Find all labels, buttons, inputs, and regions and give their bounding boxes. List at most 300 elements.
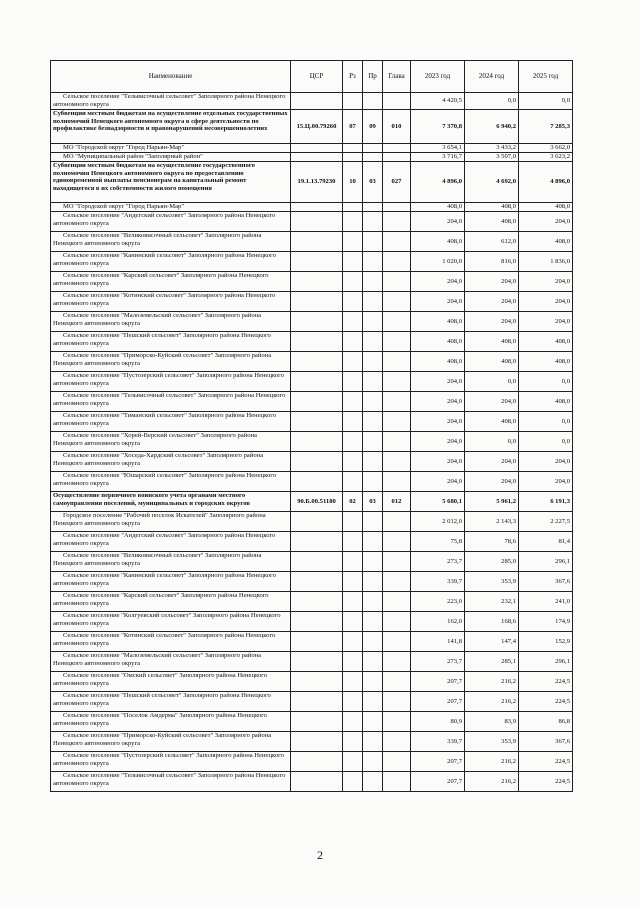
table-row xyxy=(51,372,573,392)
row-name-text: Сельское поселение "Пешский сельсовет" Заполярного района Ненецкого автономного округа xyxy=(53,332,271,347)
row-pr xyxy=(363,232,383,252)
row-2024-value: 147,4 xyxy=(465,632,519,652)
row-name xyxy=(51,372,291,392)
row-rz xyxy=(343,612,363,632)
row-2025-value: 0,0 xyxy=(519,93,573,110)
table-row xyxy=(51,692,573,712)
header-2024: 2024 год xyxy=(465,61,519,93)
table-row xyxy=(51,212,573,232)
row-2023-value: 4 420,5 xyxy=(411,93,465,110)
row-pr xyxy=(363,432,383,452)
table-row xyxy=(51,432,573,452)
row-2024-value: 0,0 xyxy=(465,432,519,452)
row-2024-value: 204,0 xyxy=(465,452,519,472)
table-row xyxy=(51,512,573,532)
row-2025-value: 367,6 xyxy=(519,572,573,592)
row-pr xyxy=(363,144,383,153)
row-2024-value: 353,9 xyxy=(465,732,519,752)
row-name xyxy=(51,232,291,252)
page-number: 2 xyxy=(317,848,323,862)
row-csr xyxy=(291,712,343,732)
row-pr xyxy=(363,203,383,212)
row-2023-value: 7 370,8 xyxy=(411,110,465,144)
table-row xyxy=(51,712,573,732)
row-rz xyxy=(343,532,363,552)
row-pr xyxy=(363,712,383,732)
row-2025-value: 0,0 xyxy=(519,432,573,452)
row-2023-value: 204,0 xyxy=(411,212,465,232)
row-name xyxy=(51,732,291,752)
row-name-text: МО "Городской округ "Город Нарьян-Мар" xyxy=(63,203,185,210)
row-rz xyxy=(343,512,363,532)
row-name xyxy=(51,203,291,212)
row-name-text: Сельское поселение "Тельвисочный сельсовет" Заполярного района Ненецкого автономного округа xyxy=(53,93,286,108)
table-row xyxy=(51,492,573,512)
row-pr xyxy=(363,412,383,432)
row-name-text: Сельское поселение "Колгуевский сельсовет" Заполярного района Ненецкого автономного округа xyxy=(53,612,281,627)
row-csr xyxy=(291,652,343,672)
row-pr xyxy=(363,732,383,752)
row-name xyxy=(51,552,291,572)
row-glava xyxy=(383,292,411,312)
row-2025-value: 204,0 xyxy=(519,212,573,232)
row-csr xyxy=(291,312,343,332)
row-2025-value: 408,0 xyxy=(519,332,573,352)
row-rz xyxy=(343,672,363,692)
row-2024-value: 3 507,0 xyxy=(465,153,519,162)
row-csr xyxy=(291,432,343,452)
row-name-text: Городское поселение "Рабочий поселок Искателей" Заполярного района Ненецкого автономного округа xyxy=(53,512,266,527)
row-pr xyxy=(363,352,383,372)
row-name xyxy=(51,93,291,110)
row-glava xyxy=(383,392,411,412)
row-name-text: Сельское поселение "Тельвисочный сельсовет" Заполярного района Ненецкого автономного округа xyxy=(53,772,286,787)
row-2025-value: 3 662,0 xyxy=(519,144,573,153)
row-2025-value: 0,0 xyxy=(519,412,573,432)
row-2023-value: 162,0 xyxy=(411,612,465,632)
row-name xyxy=(51,412,291,432)
table-row xyxy=(51,292,573,312)
row-rz xyxy=(343,412,363,432)
row-name-text: Сельское поселение "Омский сельсовет" Заполярного района Ненецкого автономного округа xyxy=(53,672,268,687)
row-2023-value: 204,0 xyxy=(411,432,465,452)
row-rz xyxy=(343,153,363,162)
row-csr xyxy=(291,292,343,312)
header-2025: 2025 год xyxy=(519,61,573,93)
row-2023-value: 1 020,0 xyxy=(411,252,465,272)
row-2025-value: 204,0 xyxy=(519,292,573,312)
row-csr xyxy=(291,452,343,472)
row-name xyxy=(51,572,291,592)
row-name-text: Сельское поселение "Пустозерский сельсовет" Заполярного района Ненецкого автономного округа xyxy=(53,372,284,387)
row-glava xyxy=(383,652,411,672)
row-glava xyxy=(383,452,411,472)
table-row xyxy=(51,552,573,572)
row-name-text: Осуществление первичного воинского учета органами местного самоуправления поселений, муниципальных и городских округов xyxy=(53,492,250,507)
row-name xyxy=(51,272,291,292)
row-rz xyxy=(343,93,363,110)
row-rz xyxy=(343,232,363,252)
row-2025-value: 2 227,5 xyxy=(519,512,573,532)
table-row xyxy=(51,312,573,332)
row-2023-value: 3 654,1 xyxy=(411,144,465,153)
row-2024-value: 353,9 xyxy=(465,572,519,592)
row-name xyxy=(51,652,291,672)
row-2024-value: 3 433,2 xyxy=(465,144,519,153)
row-2025-value: 296,1 xyxy=(519,552,573,572)
table-row xyxy=(51,452,573,472)
row-2024-value: 408,0 xyxy=(465,352,519,372)
row-name xyxy=(51,252,291,272)
table-row xyxy=(51,572,573,592)
row-csr xyxy=(291,632,343,652)
row-name-text: Сельское поселение "Приморско-Куйский сельсовет" Заполярного района Ненецкого автономного округа xyxy=(53,352,272,367)
row-name-text: Сельское поселение "Пустозерский сельсовет" Заполярного района Ненецкого автономного округа xyxy=(53,752,284,767)
row-2024-value: 408,0 xyxy=(465,203,519,212)
row-glava xyxy=(383,692,411,712)
row-name-text: Сельское поселение "Поселок Амдерма" Заполярного района Ненецкого автономного округа xyxy=(53,712,267,727)
row-name xyxy=(51,292,291,312)
row-glava xyxy=(383,532,411,552)
row-rz xyxy=(343,652,363,672)
row-2024-value: 168,6 xyxy=(465,612,519,632)
table-row xyxy=(51,153,573,162)
row-name-text: Сельское поселение "Тельвисочный сельсовет" Заполярного района Ненецкого автономного округа xyxy=(53,392,286,407)
row-name xyxy=(51,672,291,692)
table-row xyxy=(51,332,573,352)
table-row xyxy=(51,752,573,772)
row-name xyxy=(51,432,291,452)
table-row xyxy=(51,272,573,292)
row-name xyxy=(51,110,291,144)
row-glava xyxy=(383,232,411,252)
row-2023-value: 207,7 xyxy=(411,772,465,792)
row-pr xyxy=(363,592,383,612)
row-rz xyxy=(343,372,363,392)
row-2023-value: 75,8 xyxy=(411,532,465,552)
row-glava xyxy=(383,332,411,352)
row-pr xyxy=(363,372,383,392)
row-name-text: МО "Городской округ "Город Нарьян-Мар" xyxy=(63,144,185,151)
table-header-row xyxy=(51,61,573,93)
row-csr xyxy=(291,153,343,162)
table-row xyxy=(51,144,573,153)
row-pr: 09 xyxy=(363,110,383,144)
row-2025-value: 224,5 xyxy=(519,772,573,792)
row-2023-value: 408,0 xyxy=(411,332,465,352)
table-row xyxy=(51,612,573,632)
row-name xyxy=(51,452,291,472)
row-pr xyxy=(363,632,383,652)
row-2023-value: 273,7 xyxy=(411,552,465,572)
row-csr: 15.Ц.00.79260 xyxy=(291,110,343,144)
row-pr xyxy=(363,332,383,352)
row-2023-value: 408,0 xyxy=(411,352,465,372)
row-name-text: Субвенции местным бюджетам на осуществление государственного полномочия Ненецкого автономного округа по предоставлению единовременной выплаты пенсионерам на капитальный ремонт находящегося в их собственности жилого помещения xyxy=(53,162,255,192)
row-2025-value: 204,0 xyxy=(519,312,573,332)
row-glava xyxy=(383,612,411,632)
row-rz xyxy=(343,732,363,752)
row-pr xyxy=(363,532,383,552)
table-row xyxy=(51,412,573,432)
row-2023-value: 207,7 xyxy=(411,672,465,692)
row-2023-value: 408,0 xyxy=(411,203,465,212)
row-pr xyxy=(363,692,383,712)
row-2023-value: 204,0 xyxy=(411,452,465,472)
table-row xyxy=(51,110,573,144)
row-2024-value: 216,2 xyxy=(465,672,519,692)
row-2024-value: 204,0 xyxy=(465,392,519,412)
row-glava xyxy=(383,472,411,492)
row-csr xyxy=(291,672,343,692)
row-glava xyxy=(383,372,411,392)
row-2024-value: 204,0 xyxy=(465,472,519,492)
row-name-text: Сельское поселение "Карский сельсовет" Заполярного района Ненецкого автономного округа xyxy=(53,272,269,287)
row-glava xyxy=(383,272,411,292)
row-glava xyxy=(383,252,411,272)
row-name-text: Сельское поселение "Котинский сельсовет" Заполярного района Ненецкого автономного округа xyxy=(53,632,276,647)
row-csr xyxy=(291,532,343,552)
row-rz xyxy=(343,752,363,772)
row-name xyxy=(51,772,291,792)
row-name xyxy=(51,752,291,772)
row-rz xyxy=(343,144,363,153)
row-csr xyxy=(291,732,343,752)
row-name-text: Сельское поселение "Хорей-Верский сельсовет" Заполярного района Ненецкого автономного округа xyxy=(53,432,257,447)
row-pr xyxy=(363,672,383,692)
row-rz xyxy=(343,272,363,292)
row-2023-value: 207,7 xyxy=(411,692,465,712)
header-pr: Пр xyxy=(363,61,383,93)
row-2024-value: 216,2 xyxy=(465,772,519,792)
row-glava xyxy=(383,412,411,432)
table-row xyxy=(51,392,573,412)
row-rz xyxy=(343,332,363,352)
row-2023-value: 4 896,0 xyxy=(411,162,465,203)
row-2025-value: 86,8 xyxy=(519,712,573,732)
row-name xyxy=(51,492,291,512)
table-row xyxy=(51,162,573,203)
row-2025-value: 204,0 xyxy=(519,472,573,492)
row-rz xyxy=(343,212,363,232)
row-2024-value: 204,0 xyxy=(465,272,519,292)
row-rz xyxy=(343,692,363,712)
row-rz xyxy=(343,452,363,472)
row-name-text: Субвенции местным бюджетам на осуществление отдельных государственных полномочий Ненецкого автономного округа в сфере деятельности по профилактике безнадзорности и правонарушений несовершеннолетних xyxy=(53,110,288,133)
row-pr xyxy=(363,772,383,792)
row-rz xyxy=(343,592,363,612)
row-pr xyxy=(363,292,383,312)
row-glava xyxy=(383,572,411,592)
row-name xyxy=(51,612,291,632)
row-2024-value: 0,0 xyxy=(465,372,519,392)
row-2025-value: 152,9 xyxy=(519,632,573,652)
row-name-text: Сельское поселение "Великовисочный сельсовет" Заполярного района Ненецкого автономного округа xyxy=(53,552,262,567)
row-csr xyxy=(291,272,343,292)
row-pr: 03 xyxy=(363,492,383,512)
row-pr xyxy=(363,552,383,572)
row-2024-value: 5 961,2 xyxy=(465,492,519,512)
row-name-text: Сельское поселение "Юшарский сельсовет" Заполярного района Ненецкого автономного округа xyxy=(53,472,277,487)
row-pr xyxy=(363,252,383,272)
row-name-text: Сельское поселение "Андегский сельсовет" Заполярного района Ненецкого автономного округа xyxy=(53,532,276,547)
row-glava xyxy=(383,772,411,792)
row-pr xyxy=(363,93,383,110)
row-rz xyxy=(343,772,363,792)
row-2023-value: 207,7 xyxy=(411,752,465,772)
table-row xyxy=(51,352,573,372)
header-csr: ЦСР xyxy=(291,61,343,93)
row-rz xyxy=(343,252,363,272)
row-2024-value: 83,9 xyxy=(465,712,519,732)
row-csr xyxy=(291,772,343,792)
row-2025-value: 81,4 xyxy=(519,532,573,552)
row-glava xyxy=(383,632,411,652)
row-2023-value: 408,0 xyxy=(411,312,465,332)
row-2023-value: 273,7 xyxy=(411,652,465,672)
row-pr xyxy=(363,312,383,332)
row-rz: 07 xyxy=(343,110,363,144)
row-csr xyxy=(291,552,343,572)
row-name-text: Сельское поселение "Тиманский сельсовет" Заполярного района Ненецкого автономного округа xyxy=(53,412,277,427)
table-row xyxy=(51,652,573,672)
row-2025-value: 1 836,0 xyxy=(519,252,573,272)
row-pr xyxy=(363,612,383,632)
row-glava xyxy=(383,512,411,532)
row-pr xyxy=(363,452,383,472)
row-csr xyxy=(291,252,343,272)
row-csr xyxy=(291,372,343,392)
row-name-text: Сельское поселение "Хоседа-Хардский сельсовет" Заполярного района Ненецкого автономного округа xyxy=(53,452,264,467)
row-csr xyxy=(291,612,343,632)
row-2025-value: 204,0 xyxy=(519,272,573,292)
row-2023-value: 141,8 xyxy=(411,632,465,652)
row-2025-value: 408,0 xyxy=(519,352,573,372)
row-rz xyxy=(343,552,363,572)
row-2025-value: 224,5 xyxy=(519,752,573,772)
row-glava xyxy=(383,212,411,232)
row-name xyxy=(51,212,291,232)
row-glava xyxy=(383,732,411,752)
row-name xyxy=(51,592,291,612)
row-csr xyxy=(291,93,343,110)
row-pr xyxy=(363,572,383,592)
row-glava xyxy=(383,552,411,572)
row-name xyxy=(51,472,291,492)
row-glava xyxy=(383,153,411,162)
row-csr xyxy=(291,752,343,772)
table-row xyxy=(51,632,573,652)
row-2024-value: 6 940,2 xyxy=(465,110,519,144)
header-glava: Глава xyxy=(383,61,411,93)
row-glava xyxy=(383,144,411,153)
row-2024-value: 216,2 xyxy=(465,752,519,772)
row-name xyxy=(51,392,291,412)
row-name-text: Сельское поселение "Приморско-Куйский сельсовет" Заполярного района Ненецкого автономного округа xyxy=(53,732,272,747)
table-row xyxy=(51,203,573,212)
row-csr xyxy=(291,512,343,532)
row-pr xyxy=(363,272,383,292)
row-csr xyxy=(291,572,343,592)
row-2023-value: 204,0 xyxy=(411,392,465,412)
row-glava xyxy=(383,203,411,212)
row-pr xyxy=(363,752,383,772)
row-csr xyxy=(291,412,343,432)
row-rz xyxy=(343,712,363,732)
row-2025-value: 241,0 xyxy=(519,592,573,612)
row-csr xyxy=(291,203,343,212)
row-name xyxy=(51,632,291,652)
row-rz xyxy=(343,632,363,652)
row-glava xyxy=(383,712,411,732)
row-name xyxy=(51,512,291,532)
row-name-text: Сельское поселение "Канинский сельсовет" Заполярного района Ненецкого автономного округа xyxy=(53,572,276,587)
row-2025-value: 4 896,0 xyxy=(519,162,573,203)
row-name xyxy=(51,144,291,153)
row-2025-value: 224,5 xyxy=(519,672,573,692)
row-glava xyxy=(383,432,411,452)
table-row xyxy=(51,93,573,110)
row-rz xyxy=(343,432,363,452)
row-name-text: МО "Муниципальный район "Заполярный район" xyxy=(63,153,203,160)
row-2024-value: 204,0 xyxy=(465,312,519,332)
row-name-text: Сельское поселение "Пешский сельсовет" Заполярного района Ненецкого автономного округа xyxy=(53,692,271,707)
row-2025-value: 6 191,3 xyxy=(519,492,573,512)
row-name xyxy=(51,153,291,162)
row-glava xyxy=(383,592,411,612)
row-2023-value: 2 012,0 xyxy=(411,512,465,532)
table-row xyxy=(51,532,573,552)
row-pr xyxy=(363,472,383,492)
row-2023-value: 339,7 xyxy=(411,732,465,752)
row-rz xyxy=(343,312,363,332)
row-2023-value: 204,0 xyxy=(411,412,465,432)
row-2024-value: 816,0 xyxy=(465,252,519,272)
row-pr xyxy=(363,652,383,672)
row-name-text: Сельское поселение "Карский сельсовет" Заполярного района Ненецкого автономного округа xyxy=(53,592,269,607)
row-rz xyxy=(343,572,363,592)
row-2024-value: 2 143,3 xyxy=(465,512,519,532)
row-2025-value: 174,9 xyxy=(519,612,573,632)
row-pr xyxy=(363,512,383,532)
row-name-text: Сельское поселение "Малоземельский сельсовет" Заполярного района Ненецкого автономного округа xyxy=(53,652,262,667)
row-csr xyxy=(291,472,343,492)
row-2024-value: 408,0 xyxy=(465,412,519,432)
table-row xyxy=(51,672,573,692)
row-2024-value: 232,1 xyxy=(465,592,519,612)
row-2024-value: 408,0 xyxy=(465,212,519,232)
row-glava: 012 xyxy=(383,492,411,512)
row-rz xyxy=(343,203,363,212)
row-2025-value: 3 623,2 xyxy=(519,153,573,162)
row-name xyxy=(51,332,291,352)
row-name-text: Сельское поселение "Канинский сельсовет" Заполярного района Ненецкого автономного округа xyxy=(53,252,276,267)
row-2023-value: 5 680,1 xyxy=(411,492,465,512)
header-rz: Рз xyxy=(343,61,363,93)
row-2023-value: 408,0 xyxy=(411,232,465,252)
row-rz xyxy=(343,472,363,492)
row-2025-value: 224,5 xyxy=(519,692,573,712)
row-pr: 03 xyxy=(363,162,383,203)
row-2024-value: 78,6 xyxy=(465,532,519,552)
budget-table xyxy=(50,60,573,792)
row-pr xyxy=(363,392,383,412)
row-2023-value: 339,7 xyxy=(411,572,465,592)
row-csr xyxy=(291,692,343,712)
row-2025-value: 408,0 xyxy=(519,392,573,412)
row-rz xyxy=(343,352,363,372)
row-name-text: Сельское поселение "Малоземельский сельсовет" Заполярного района Ненецкого автономного округа xyxy=(53,312,262,327)
